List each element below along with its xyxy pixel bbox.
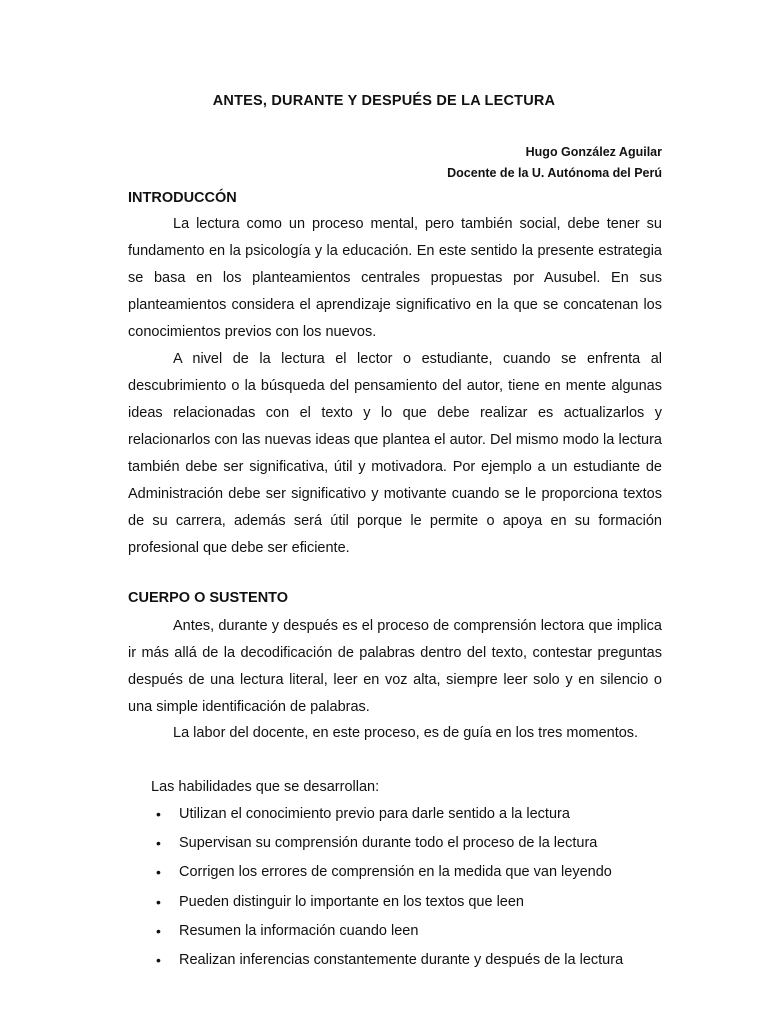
list-item-text: Corrigen los errores de comprensión en la medida que van leyendo [179,864,612,881]
bullet-icon: • [156,806,161,822]
list-item [128,829,688,858]
bullet-icon: • [156,893,161,910]
document-title: ANTES, DURANTE Y DESPUÉS DE LA LECTURA [212,93,556,109]
bullet-icon: • [156,951,161,968]
author-affiliation: Docente de la U. Autónoma del Perú [447,166,662,180]
skills-list [128,800,688,975]
list-item-text: Utilizan el conocimiento previo para darle sentido a la lectura [179,806,570,822]
bullet-icon: • [156,922,161,939]
list-item-text: Pueden distinguir lo importante en los textos que leen [179,893,524,910]
bullet-icon: • [156,864,161,881]
intro-paragraph-2: A nivel de la lectura el lector o estudiante, cuando se enfrenta al descubrimiento o la búsqueda del pensamiento del autor, tiene en mente algunas ideas relacionadas con el texto y lo que debe realizar es actualizarlos y relacionarlos con las nuevas ideas que plantea el autor. Del mismo modo la lectura también debe ser significativa, útil y motivadora. Por ejemplo a un estudiante de Administración debe ser significativo y motivante cuando se le proporciona textos de su carrera, además será útil porque le permite o apoya en su formación profesional que debe ser eficiente. [128,351,662,556]
intro-paragraph-1: La lectura como un proceso mental, pero también social, debe tener su fundamento en la psicología y la educación. En este sentido la presente estrategia se basa en los planteamientos centrales propuestas por Ausubel. En sus planteamientos considera el aprendizaje significativo en la que se concatenan los conocimientos previos con los nuevos. [128,216,662,340]
list-item [128,946,688,975]
section-heading-introduction: INTRODUCCÓN [128,190,237,206]
author-name: Hugo González Aguilar [525,145,662,159]
list-item-text: Supervisan su comprensión durante todo el proceso de la lectura [179,835,598,852]
bullet-icon: • [156,835,161,852]
body-paragraph-2: La labor del docente, en este proceso, es de guía en los tres momentos. [173,725,639,741]
list-intro: Las habilidades que se desarrollan: [151,779,380,795]
list-item [128,858,688,887]
list-item-text: Resumen la información cuando leen [179,922,419,939]
list-item [128,917,688,946]
section-heading-body: CUERPO O SUSTENTO [128,590,289,606]
list-item [128,800,688,829]
list-item [128,888,688,917]
body-paragraph-1: Antes, durante y después es el proceso de comprensión lectora que implica ir más allá de la decodificación de palabras dentro del texto, contestar preguntas después de una lectura literal, leer en voz alta, siempre leer solo y en silencio o una simple identificación de palabras. [128,618,662,715]
list-item-text: Realizan inferencias constantemente durante y después de la lectura [179,951,624,968]
